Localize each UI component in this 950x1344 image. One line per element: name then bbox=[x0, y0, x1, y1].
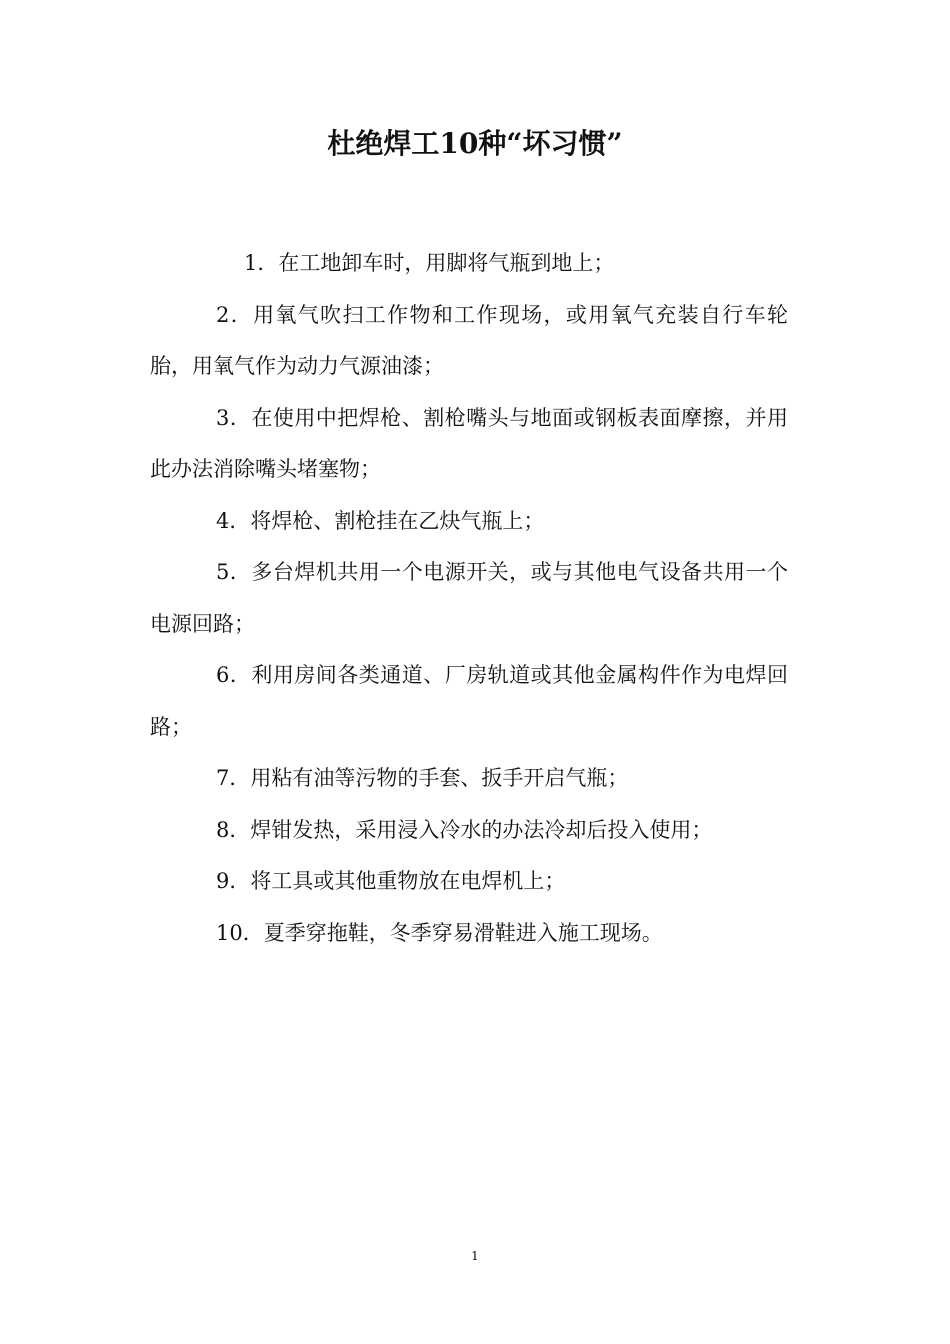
document-title: 杜绝焊工10种“坏习惯” bbox=[327, 127, 623, 160]
item-text: ．用粘有油等污物的手套、扳手开启气瓶； bbox=[229, 766, 629, 790]
list-item bbox=[150, 290, 788, 393]
item-number: 3 bbox=[216, 405, 230, 430]
item-text: ．用氧气吹扫工作物和工作现场，或用氧气充装自行车轮胎，用氧气作为动力气源油漆； bbox=[150, 302, 788, 378]
item-text: ．在工地卸车时，用脚将气瓶到地上； bbox=[257, 251, 615, 275]
page-number: 1 bbox=[471, 1249, 479, 1263]
list-item bbox=[150, 908, 788, 960]
list-item bbox=[150, 238, 788, 290]
item-number: 10 bbox=[216, 920, 243, 945]
item-text: ．将工具或其他重物放在电焊机上； bbox=[229, 869, 566, 893]
item-number: 8 bbox=[216, 817, 230, 842]
item-number: 5 bbox=[216, 560, 230, 584]
list-item bbox=[150, 547, 788, 650]
document-body bbox=[150, 238, 788, 959]
item-number: 6 bbox=[216, 663, 230, 687]
list-item bbox=[150, 856, 788, 908]
item-number: 2 bbox=[216, 302, 230, 327]
list-item bbox=[150, 393, 788, 496]
item-number: 1 bbox=[244, 251, 258, 275]
item-number: 7 bbox=[216, 766, 230, 790]
list-item bbox=[150, 805, 788, 857]
list-item bbox=[150, 753, 788, 805]
item-text: ．焊钳发热，采用浸入冷水的办法冷却后投入使用； bbox=[229, 817, 713, 842]
item-text: ．将焊枪、割枪挂在乙炔气瓶上； bbox=[229, 508, 545, 533]
item-text: ．多台焊机共用一个电源开关，或与其他电气设备共用一个电源回路； bbox=[150, 560, 788, 636]
list-item bbox=[150, 496, 788, 548]
item-text: ．在使用中把焊枪、割枪嘴头与地面或钢板表面摩擦，并用此办法消除嘴头堵塞物； bbox=[150, 405, 788, 481]
list-item bbox=[150, 650, 788, 753]
item-number: 4 bbox=[216, 508, 230, 533]
item-text: ．利用房间各类通道、厂房轨道或其他金属构件作为电焊回路； bbox=[150, 663, 788, 739]
item-text: ．夏季穿拖鞋，冬季穿易滑鞋进入施工现场。 bbox=[242, 920, 663, 945]
item-number: 9 bbox=[216, 869, 230, 893]
